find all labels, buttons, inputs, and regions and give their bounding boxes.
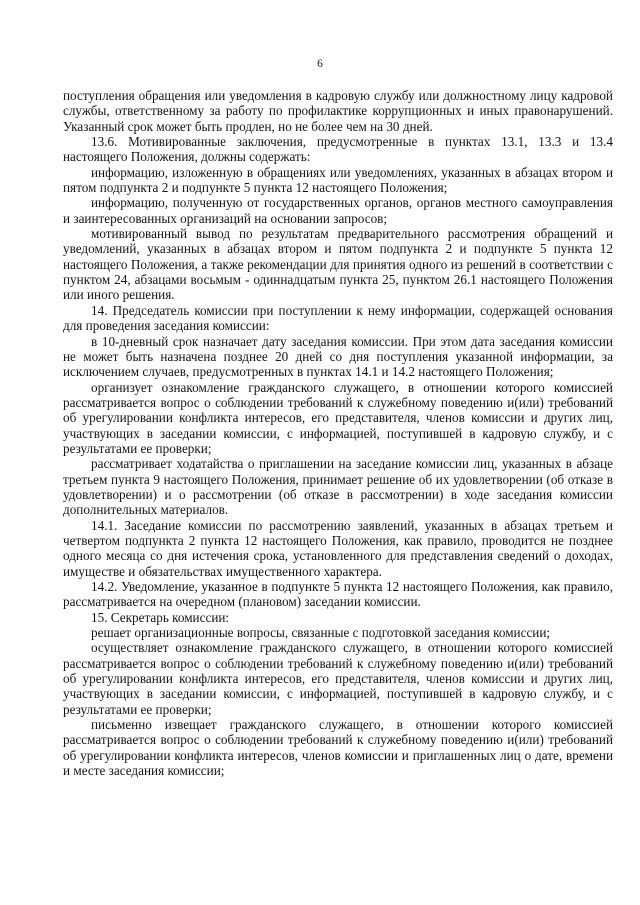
paragraph-14-item-3: рассматривает ходатайства о приглашении на заседание комиссии лиц, указанных в абзаце третьем пункта 9 настоящего Положения, принимает решение об их удовлетворении (об отказе в удовлетворении) и о рассмотрении (об отказе в рассмотрении) в ходе заседания комиссии дополнительных материалов. (63, 456, 613, 518)
paragraph-15-item-1: решает организационные вопросы, связанные с подготовкой заседания комиссии; (91, 625, 551, 641)
page-number: 6 (317, 58, 323, 70)
paragraph-14-item-1: в 10-дневный срок назначает дату заседания комиссии. При этом дата заседания комиссии не может быть назначена позднее 20 дней со дня поступления указанной информации, за исключением случаев, предусмотренных в пунктах 14.1 и 14.2 настоящего Положения; (63, 333, 613, 380)
paragraph-14-2: 14.2. Уведомление, указанное в подпункте 5 пункта 12 настоящего Положения, как правило, рассматривается на очередном (плановом) заседании комиссии. (63, 579, 613, 610)
paragraph-14-item-2: организует ознакомление гражданского служащего, в отношении которого комиссией рассматривается вопрос о соблюдении требований к служебному поведению и(или) требований об урегулировании конфликта интересов, его представителя, членов комиссии и других лиц, участвующих в заседании комиссии, с информацией, поступившей в кадровую службу, и с результатами ее проверки; (63, 379, 613, 456)
paragraph-13-6-item-1: информацию, изложенную в обращениях или уведомлениях, указанных в абзацах втором и пятом подпункта 2 и подпункте 5 пункта 12 настоящего Положения; (63, 164, 613, 196)
paragraph-14-1: 14.1. Заседание комиссии по рассмотрению заявлений, указанных в абзацах третьем и четвертом подпункта 2 пункта 12 настоящего Положения, как правило, проводится не позднее одного месяца со дня истечения срока, установленного для представления сведений о доходах, имуществе и обязательствах имущественного характера. (63, 517, 613, 579)
paragraph-continuation: поступления обращения или уведомления в кадровую службу или должностному лицу кадровой службы, ответственному за работу по профилактике коррупционных и иных правонарушений. Указанный срок может быть продлен, но не более чем на 30 дней. (63, 88, 613, 134)
document-body (63, 88, 613, 778)
paragraph-13-6-item-3: мотивированный вывод по результатам предварительного рассмотрения обращений и уведомлений, указанных в абзацах втором и пятом подпункта 2 и подпункте 5 пункта 12 настоящего Положения, а также рекомендации для принятия одного из решений в соответствии с пунктом 24, абзацами восьмым - одиннадцатым пункта 25, пунктом 26.1 настоящего Положения или иного решения. (63, 226, 613, 303)
paragraph-14: 14. Председатель комиссии при поступлении к нему информации, содержащей основания для проведения заседания комиссии: (63, 302, 613, 334)
paragraph-13-6-item-2: информацию, полученную от государственных органов, органов местного самоуправления и заинтересованных организаций на основании запросов; (63, 195, 613, 226)
paragraph-13-6: 13.6. Мотивированные заключения, предусмотренные в пунктах 13.1, 13.3 и 13.4 настоящего Положения, должны содержать: (63, 134, 613, 165)
paragraph-15-item-3: письменно извещает гражданского служащего, в отношении которого комиссией рассматривается вопрос о соблюдении требований к служебному поведению и(или) требований об урегулировании конфликта интересов, членов комиссии и приглашенных лиц о дате, времени и месте заседания комиссии; (63, 717, 613, 779)
paragraph-15-item-2: осуществляет ознакомление гражданского служащего, в отношении которого комиссией рассматривается вопрос о соблюдении требований к служебному поведению и(или) требований об урегулировании конфликта интересов, его представителя, членов комиссии и других лиц, участвующих в заседании комиссии, с информацией, поступившей в кадровую службу, и с результатами ее проверки; (63, 640, 613, 717)
paragraph-15: 15. Секретарь комиссии: (91, 609, 230, 625)
